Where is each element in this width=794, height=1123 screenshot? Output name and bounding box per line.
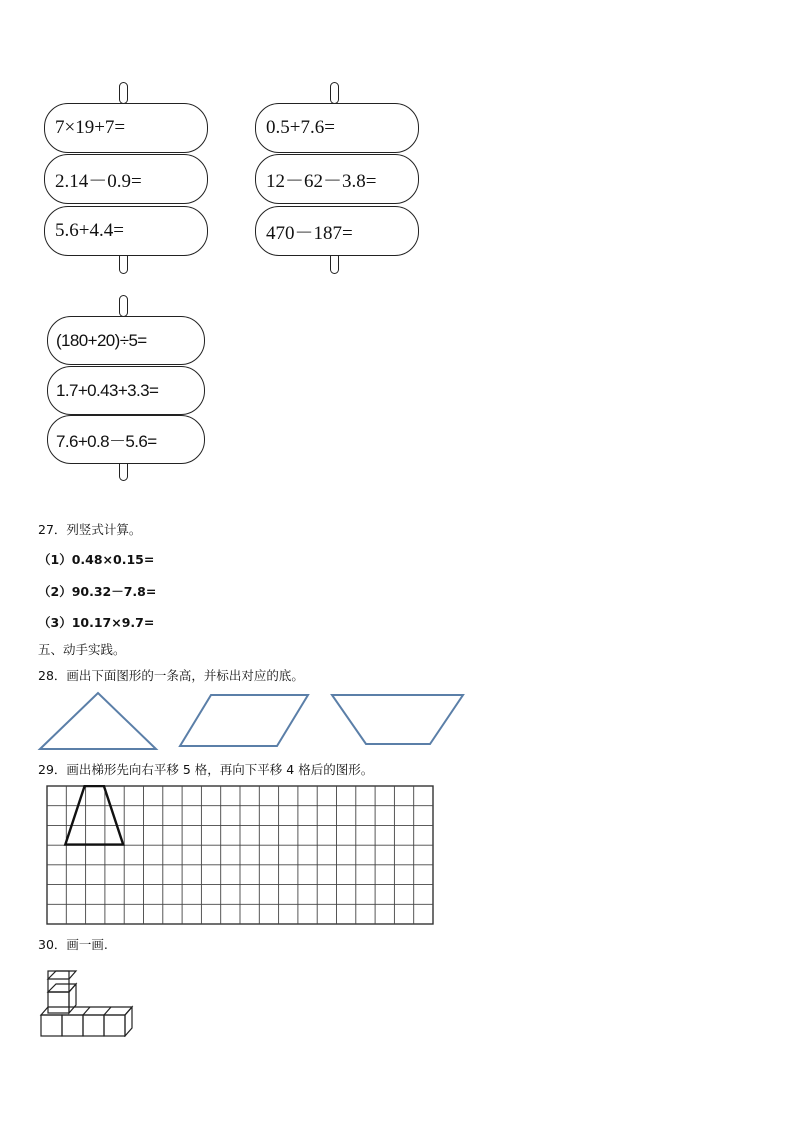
q29-title: 29．画出梯形先向右平移 5 格，再向下平移 4 格后的图形。 [38, 762, 374, 777]
stick-top-handle [119, 82, 128, 104]
parallelogram-shape [180, 695, 308, 746]
calc-card: 12－62－3.8= [255, 154, 419, 204]
calc-card: 5.6+4.4= [44, 206, 208, 256]
q30-cubes-drawing [38, 965, 138, 1037]
q27-item-3: （3）10.17×9.7= [38, 615, 155, 630]
cube [104, 1015, 125, 1036]
calc-card: 2.14－0.9= [44, 154, 208, 204]
trapezoid-shape [332, 695, 463, 744]
cube [62, 1015, 83, 1036]
q28-shapes [0, 688, 500, 758]
stick-top-handle [330, 82, 339, 104]
section-5-title: 五、动手实践。 [38, 642, 126, 657]
calc-card: 7×19+7= [44, 103, 208, 153]
calc-card: (180+20)÷5= [47, 316, 205, 365]
calc-card: 7.6+0.8－5.6= [47, 415, 205, 464]
cube [48, 992, 69, 1013]
cube [83, 1015, 104, 1036]
q27-item-1: （1）0.48×0.15= [38, 552, 155, 567]
q27-item-2: （2）90.32－7.8= [38, 584, 157, 599]
q28-title: 28．画出下面图形的一条高，并标出对应的底。 [38, 668, 304, 683]
calc-card: 470－187= [255, 206, 419, 256]
stick-top-handle [119, 295, 128, 317]
cube [41, 1015, 62, 1036]
triangle-shape [40, 693, 156, 749]
calc-card: 0.5+7.6= [255, 103, 419, 153]
calc-card: 1.7+0.43+3.3= [47, 366, 205, 415]
q30-title: 30．画一画. [38, 937, 108, 952]
q29-grid [46, 785, 436, 927]
trapezoid-figure [65, 786, 123, 845]
q27-title: 27．列竖式计算。 [38, 522, 142, 537]
